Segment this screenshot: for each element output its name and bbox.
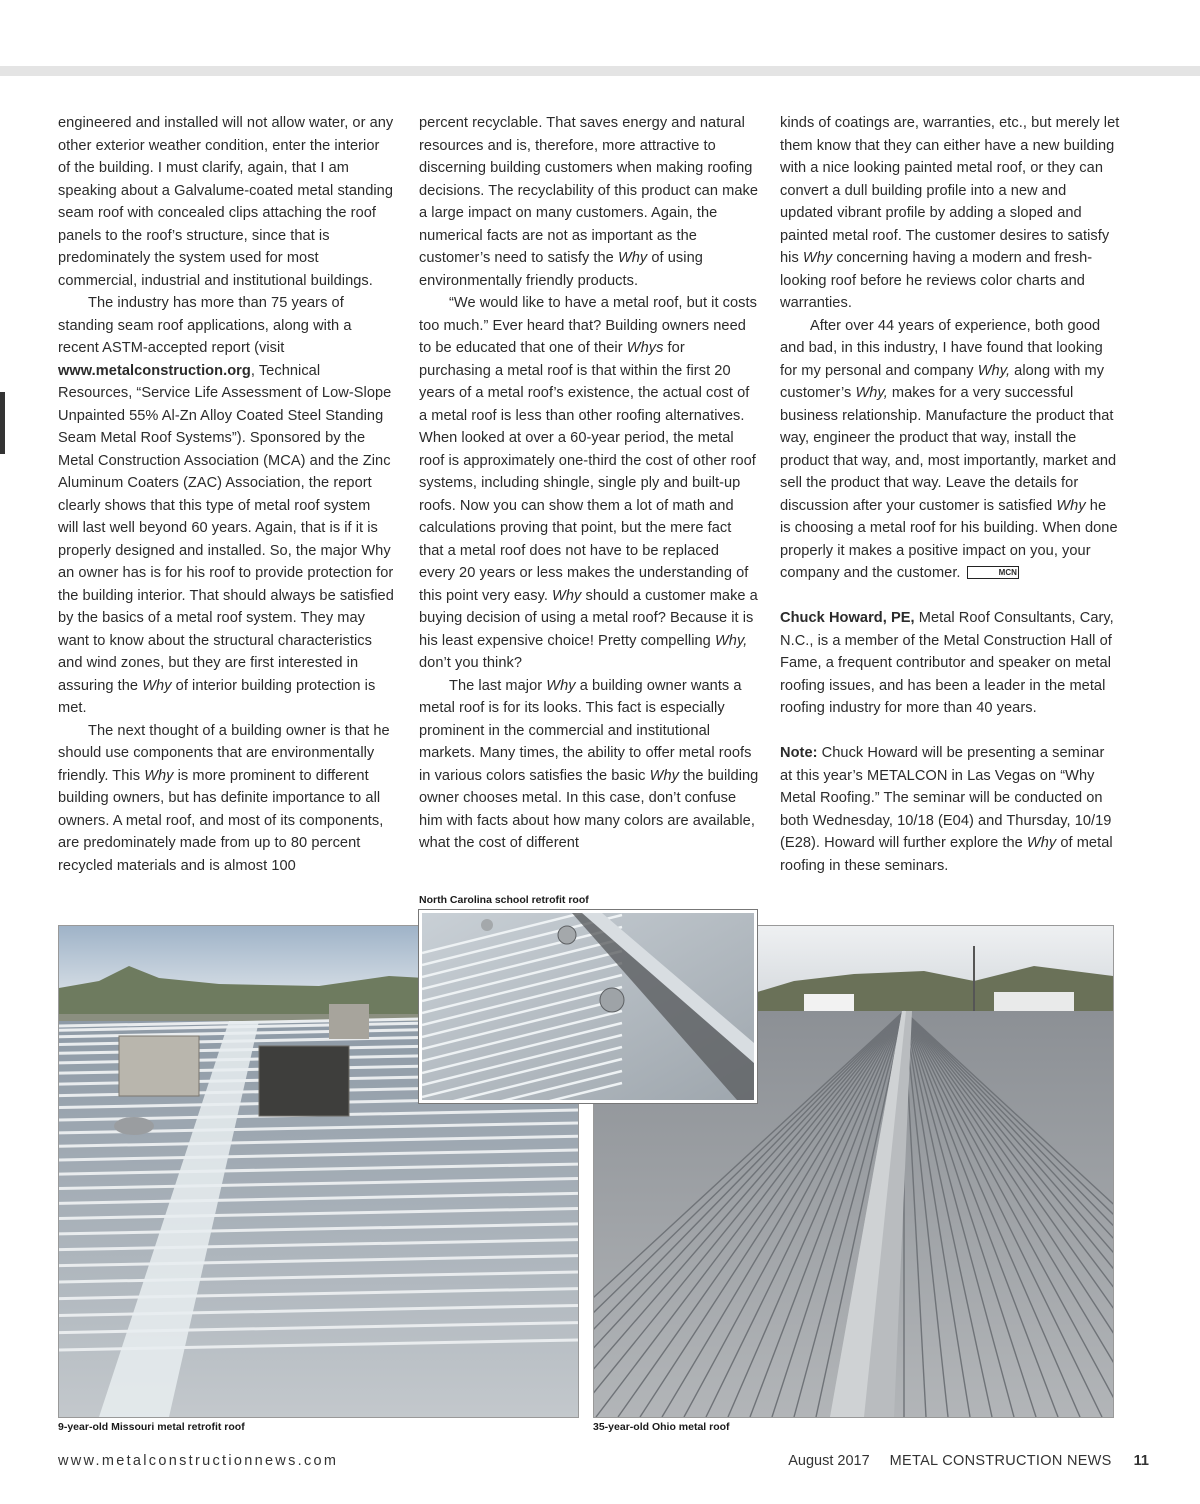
note-label: Note: xyxy=(780,745,818,761)
paragraph xyxy=(58,112,394,292)
text: engineered and installed will not allow water, or any other exterior weather condition, enter the interior of the building. I must clarify, again, that I am speaking about a Galvalume-coated metal standing seam roof with concealed clips attaching the roof panels to the roof’s structure, since that is predominately the system used for most commercial, industrial and institutional buildings. xyxy=(58,115,394,289)
text: The next thought of a building owner is that he should use components that are environmentally friendly. This xyxy=(58,722,390,784)
text: , Technical Resources, “Service Life Assessment of Low-Slope Unpainted 55% Al-Zn Alloy Coated Steel Standing Seam Metal Roof Systems”). Sponsored by the Metal Construction Association (MCA) and the Zinc Aluminum Coaters (ZAC) Association, the report clearly shows that this type of metal roof system will last well beyond 60 years. Again, that is if it is properly designed and installed. So, the major Why an owner has is for his roof to provide protection for the building interior. That should always be satisfied by the basics of a metal roof system. They may want to know about the structural characteristics and wind zones, but they are first interested in assuring the xyxy=(58,362,394,694)
text: should a customer make a buying decision of using a metal roof? Because it is his least expensive choice! Pretty compelling xyxy=(419,587,758,649)
why-emphasis: Why, xyxy=(977,362,1011,379)
paragraph xyxy=(419,292,759,675)
page-number: 11 xyxy=(1133,1453,1149,1469)
photo-north-carolina-roof xyxy=(419,910,757,1103)
text: After over 44 years of experience, both good and bad, in this industry, I have found that looking for my personal and company xyxy=(780,317,1103,379)
text: along with my customer’s xyxy=(780,362,1105,401)
text: don’t you think? xyxy=(419,655,523,671)
author-name: Chuck Howard, PE, xyxy=(780,610,915,626)
why-emphasis: Why xyxy=(144,767,174,784)
text: The industry has more than 75 years of standing seam roof applications, along with a recent ASTM-accepted report (visit xyxy=(58,295,352,356)
author-bio xyxy=(780,607,1120,720)
paragraph xyxy=(780,315,1120,585)
footer-url[interactable]: www.metalconstructionnews.com xyxy=(58,1453,339,1469)
paragraph xyxy=(419,112,759,292)
link-metalconstruction[interactable]: www.metalconstruction.org xyxy=(58,362,251,379)
paragraph xyxy=(419,675,759,855)
why-emphasis: Why xyxy=(649,767,679,784)
magazine-name: METAL CONSTRUCTION NEWS xyxy=(889,1453,1112,1469)
paragraph xyxy=(780,112,1120,315)
top-band xyxy=(0,66,1200,76)
text: percent recyclable. That saves energy and natural resources and is, therefore, more attractive to discerning building customers when making roofing decisions. The recyclability of this product can make a large impact on many customers. Again, the numerical facts are not as important as the customer’s need to satisfy the xyxy=(419,115,759,266)
issue-date: August 2017 xyxy=(788,1453,870,1469)
paragraph xyxy=(58,720,394,878)
page-edge-tab xyxy=(0,392,5,454)
text: The last major xyxy=(449,677,547,694)
footer-info xyxy=(788,1453,1149,1475)
why-emphasis: Why xyxy=(617,250,648,266)
text: Chuck Howard will be presenting a seminar at this year’s METALCON in Las Vegas on “Why Metal Roofing.” The seminar will be conducted on both Wednesday, 10/18 (E04) and Thursday, 10/19 (E28). Howard will further explore the xyxy=(780,745,1112,851)
text: the building owner chooses metal. In this case, don’t confuse him with facts about how many colors are available, what the cost of different xyxy=(419,767,759,851)
why-emphasis: Why xyxy=(552,587,582,604)
note xyxy=(780,742,1120,877)
caption-missouri: 9-year-old Missouri metal retrofit roof xyxy=(58,1421,245,1433)
end-mark-logo: MCN xyxy=(967,566,1019,579)
why-emphasis: Why xyxy=(1026,835,1057,851)
text: kinds of coatings are, warranties, etc., but merely let them know that they can either have a new building with a nice looking painted metal roof, or they can convert a dull building profile into a new and updated vibrant profile by adding a sloped and painted metal roof. The customer desires to satisfy his xyxy=(780,115,1120,266)
text: a building owner wants a metal roof is for its looks. This fact is especially prominent in the commercial and institutional markets. Many times, the ability to offer metal roofs in various colors satisfies the basic xyxy=(419,677,752,784)
text: is more prominent to different building owners, but has definite importance to all owners. A metal roof, and most of its components, are predominately made from up to 80 percent recycled materials and is almost 100 xyxy=(58,767,384,874)
article-column-3 xyxy=(780,112,1120,882)
paragraph xyxy=(58,292,394,720)
text: for purchasing a metal roof is that within the first 20 years of a metal roof’s existence, the actual cost of a metal roof is less than other roofing alternatives. When looked at over a 60-year period, the metal roof is approximately one-third the cost of other roof systems, including shingle, single ply and built-up roofs. Now you can show them a lot of math and calculations proving that point, but the mere fact that a metal roof does not have to be replaced every 20 years or less makes the understanding of this point very easy. xyxy=(419,340,756,604)
caption-north-carolina: North Carolina school retrofit roof xyxy=(419,894,589,906)
why-emphasis: Why, xyxy=(714,632,748,649)
north-carolina-roof-illustration xyxy=(422,913,754,1100)
text: of metal roofing in these seminars. xyxy=(780,835,1113,874)
text: of using environmentally friendly products. xyxy=(419,250,703,289)
text: makes for a very successful business relationship. Manufacture the product that way, engineer the product that way, install the product that way, and, most importantly, market and sell the product that way. Leave the details for discussion after your customer is satisfied xyxy=(780,385,1117,514)
text: Metal Roof Consultants, Cary, N.C., is a member of the Metal Construction Hall of Fame, a frequent contributor and speaker on metal roofing issues, and has been a leader in the metal roofing industry for more than 40 years. xyxy=(780,610,1114,716)
why-emphasis: Why xyxy=(1056,497,1086,514)
text: concerning having a modern and fresh-looking roof before he reviews color charts and warranties. xyxy=(780,250,1093,311)
why-emphasis: Why xyxy=(802,250,833,266)
why-emphasis: Why, xyxy=(855,385,888,401)
article-column-2 xyxy=(419,112,759,882)
article-column-1 xyxy=(58,112,394,882)
why-emphasis: Whys xyxy=(626,340,664,356)
caption-ohio: 35-year-old Ohio metal roof xyxy=(593,1421,730,1433)
why-emphasis: Why xyxy=(142,677,172,694)
text: he is choosing a metal roof for his building. When done properly it makes a positive impact on you, your company and the customer. xyxy=(780,497,1118,581)
text: of interior building protection is met. xyxy=(58,677,376,716)
why-emphasis: Why xyxy=(546,677,576,694)
text: “We would like to have a metal roof, but it costs too much.” Ever heard that? Building owners need to be educated that one of their xyxy=(419,295,757,356)
